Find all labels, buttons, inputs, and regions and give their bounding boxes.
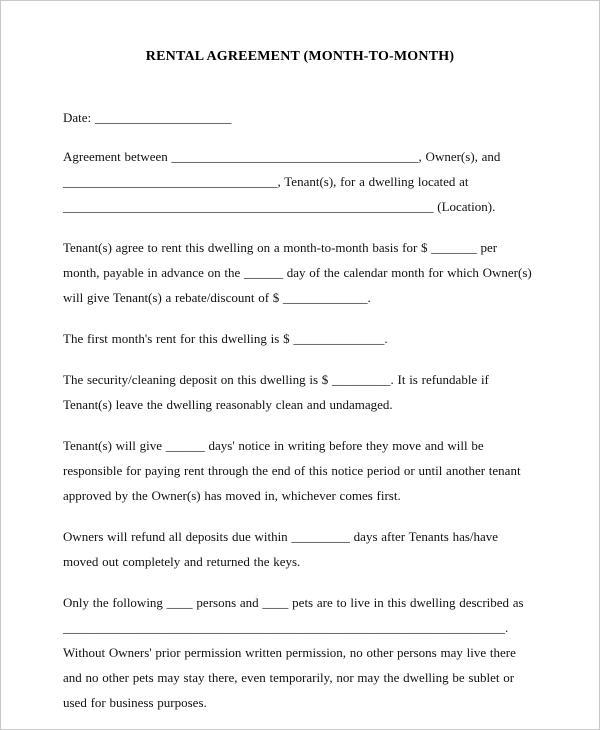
document-title: RENTAL AGREEMENT (MONTH-TO-MONTH)	[145, 49, 455, 64]
paragraph-date: Date: _____________________	[63, 110, 232, 125]
paragraph-occupants: Only the following ____ persons and ____ pets are to live in this dwelling described as ____________________________________________________________________.	[63, 595, 524, 635]
paragraph-deposit-refund: Owners will refund all deposits due within _________ days after Tenants has/have moved out completely and returned the keys.	[63, 529, 499, 569]
paragraph-permission-restrictions: Without Owners' prior permission written permission, no other persons may live there and no other pets may stay there, even temporarily, nor may the dwelling be sublet or used for business purposes.	[63, 645, 516, 710]
paragraph-first-month-rent: The first month's rent for this dwelling is $ ______________.	[63, 331, 388, 346]
paragraph-parties: Agreement between ______________________________________, Owner(s), and _________________________________, Tenant(s), for a dwelling located at _________________________________________________________ (Location).	[63, 149, 501, 214]
paragraph-security-deposit: The security/cleaning deposit on this dwelling is $ _________. It is refundable if Tenant(s) leave the dwelling reasonably clean and undamaged.	[63, 372, 489, 412]
paragraph-rent-terms: Tenant(s) agree to rent this dwelling on a month-to-month basis for $ _______ per month, payable in advance on the ______ day of the calendar month for which Owner(s) will give Tenant(s) a rebate/discount of $ _____________.	[63, 240, 532, 305]
paragraph-notice-period: Tenant(s) will give ______ days' notice in writing before they move and will be responsible for paying rent through the end of this notice period or until another tenant approved by the Owner(s) has moved in, whichever comes first.	[63, 438, 521, 503]
